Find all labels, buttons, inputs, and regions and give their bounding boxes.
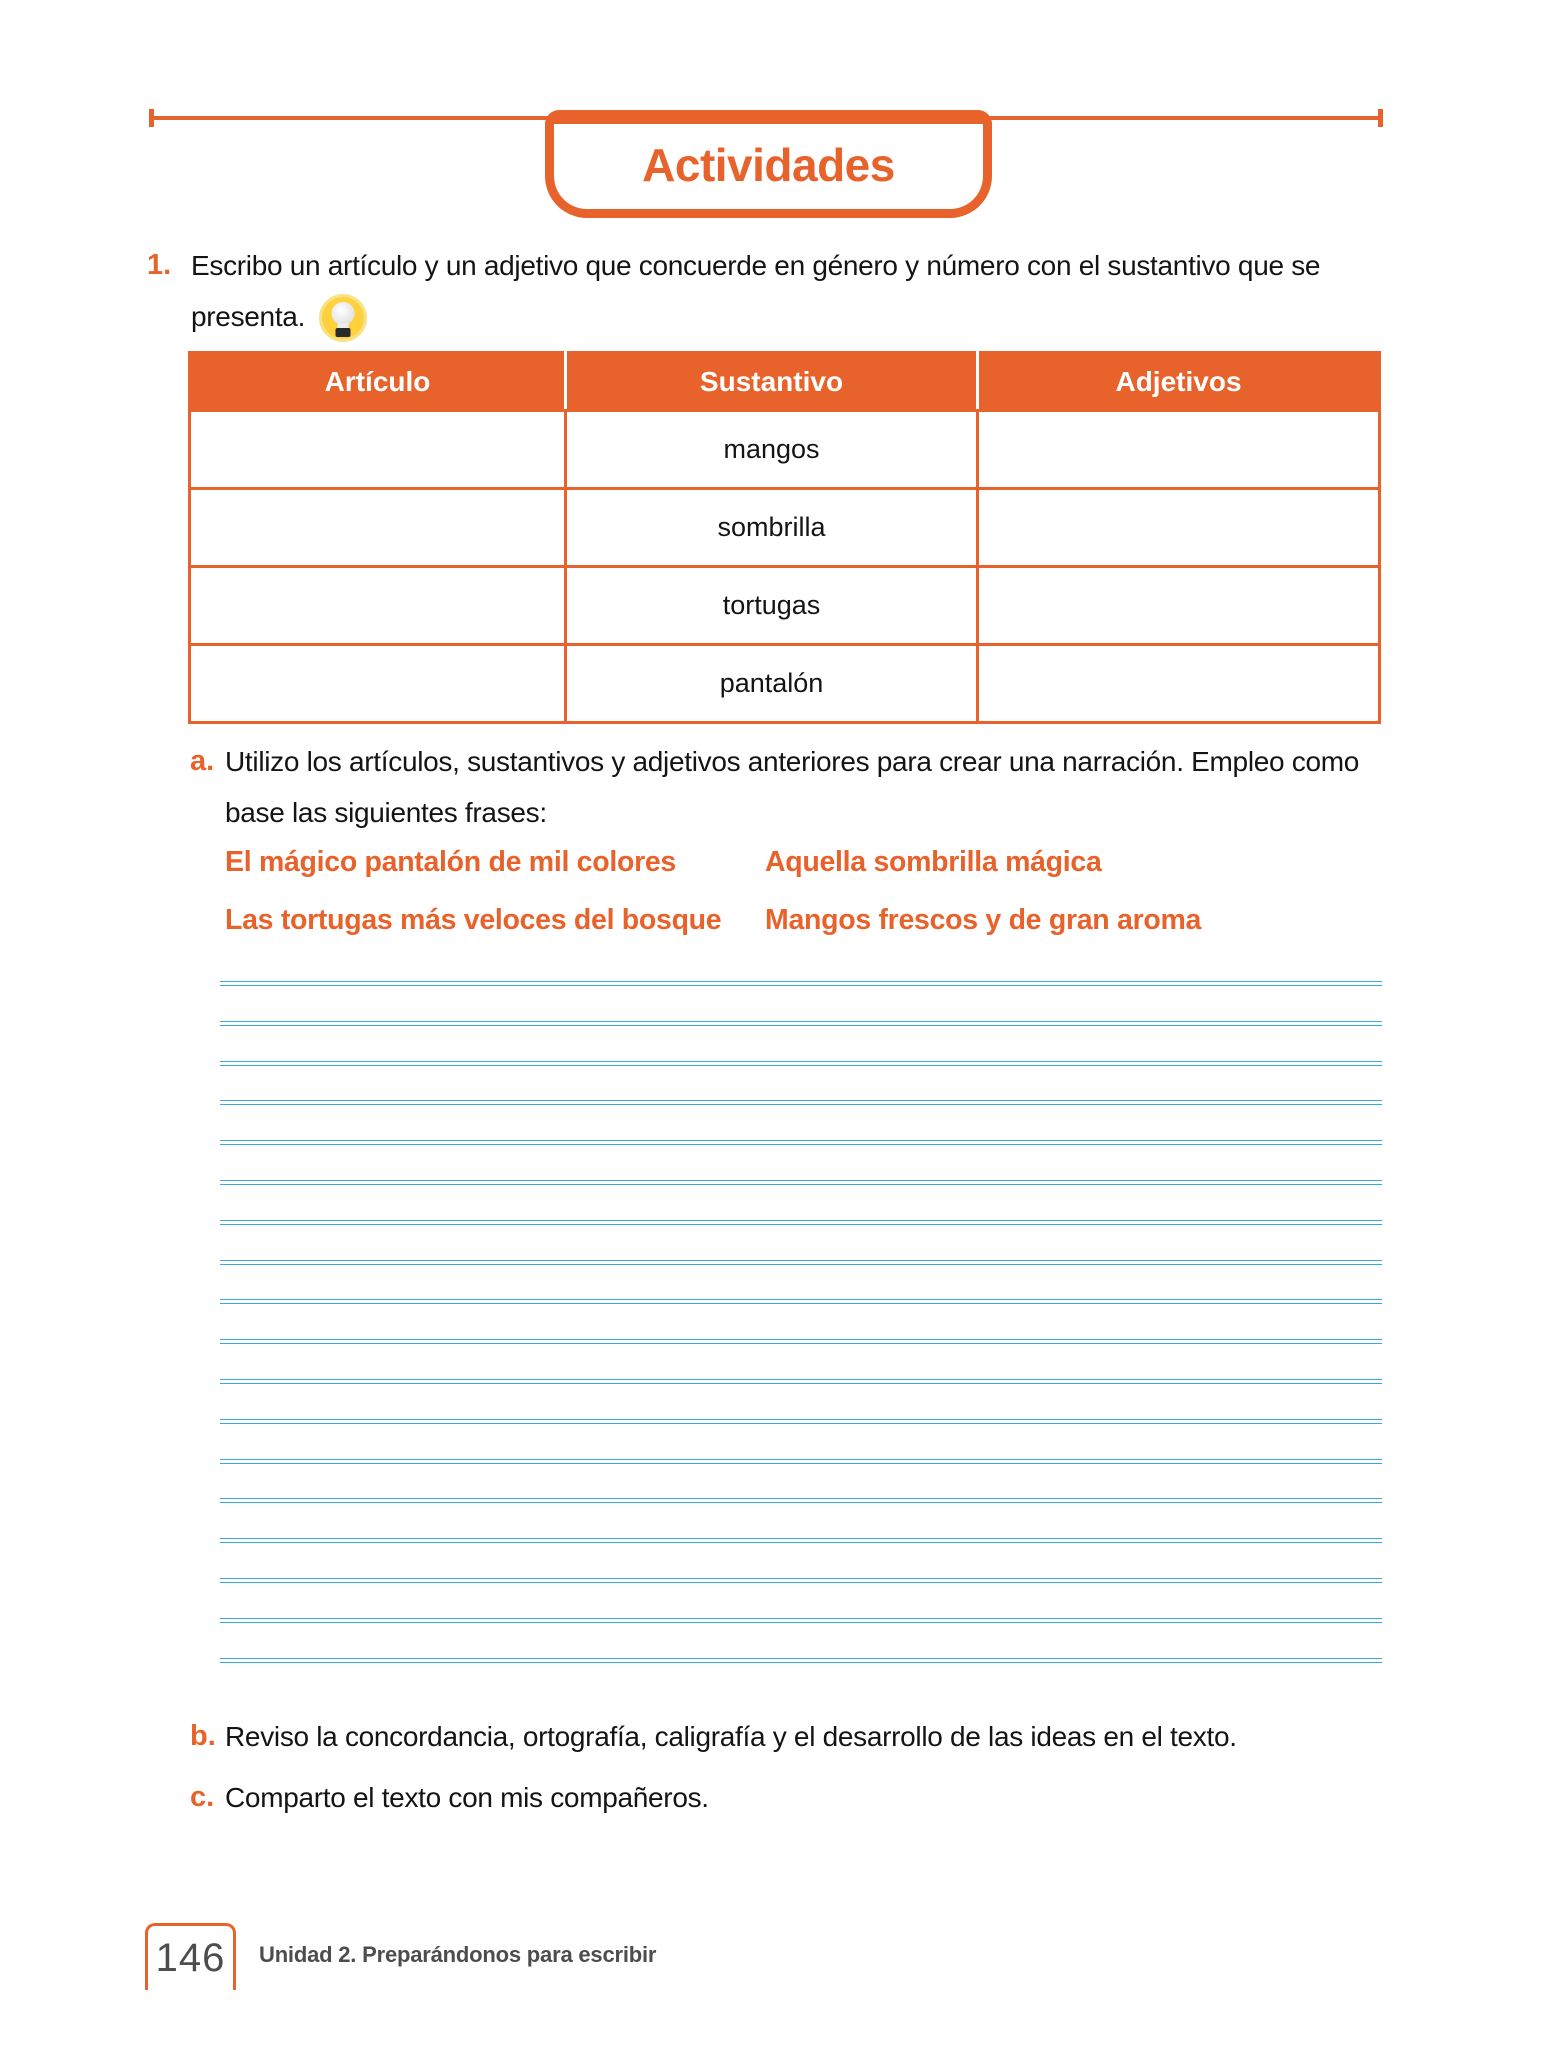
writing-line [220, 1260, 1382, 1265]
table-header-articulo: Artículo [190, 353, 566, 411]
table-cell-articulo [190, 567, 566, 645]
writing-line [220, 1061, 1382, 1066]
table-cell-adjetivos [978, 645, 1380, 723]
item-a-line-1: Utilizo los artículos, sustantivos y adjetivos anteriores para crear una narración. Empleo como [225, 746, 1360, 777]
item-a-line-2: base las siguientes frases: [225, 797, 547, 828]
table-cell-articulo [190, 411, 566, 489]
writing-line [220, 1459, 1382, 1464]
item-a-text [225, 736, 1400, 838]
table-row [190, 567, 1380, 645]
page-number: 146 [155, 1935, 226, 1980]
lightbulb-icon [319, 294, 367, 342]
writing-line [220, 1299, 1382, 1304]
activity-instruction [191, 240, 1401, 342]
table-row [190, 489, 1380, 567]
item-b-marker: b. [190, 1720, 216, 1752]
item-a-marker: a. [190, 745, 215, 777]
writing-line [220, 1180, 1382, 1185]
table-cell-adjetivos [978, 489, 1380, 567]
activities-banner [545, 110, 992, 218]
table-cell-articulo [190, 645, 566, 723]
nouns-table-body [190, 411, 1380, 723]
instruction-line-2: presenta. [191, 301, 306, 332]
writing-line [220, 1578, 1382, 1583]
writing-line [220, 981, 1382, 986]
nouns-table [188, 351, 1381, 724]
instruction-line-1: Escribo un artículo y un adjetivo que concuerde en género y número con el sustantivo que se [191, 250, 1321, 281]
item-c-text: Comparto el texto con mis compañeros. [225, 1782, 709, 1813]
writing-line [220, 1140, 1382, 1145]
writing-line [220, 1021, 1382, 1026]
writing-line [220, 1618, 1382, 1623]
activity-number: 1. [147, 249, 172, 281]
table-cell-adjetivos [978, 567, 1380, 645]
item-c-marker: c. [190, 1781, 215, 1813]
phrase-mangos: Mangos frescos y de gran aroma [765, 904, 1202, 936]
lightbulb-base [336, 328, 351, 337]
footer-section-label: Unidad 2. Preparándonos para escribir [259, 1942, 657, 1967]
table-header-sustantivo: Sustantivo [566, 353, 978, 411]
phrase-tortugas: Las tortugas más veloces del bosque [225, 904, 722, 936]
writing-area [220, 981, 1382, 1663]
table-cell-sustantivo: tortugas [566, 567, 978, 645]
writing-line [220, 1538, 1382, 1543]
table-cell-sustantivo: pantalón [566, 645, 978, 723]
writing-line [220, 1658, 1382, 1663]
lightbulb-glass [332, 302, 355, 325]
writing-line [220, 1339, 1382, 1344]
table-cell-sustantivo: mangos [566, 411, 978, 489]
table-row [190, 645, 1380, 723]
table-cell-articulo [190, 489, 566, 567]
phrase-sombrilla: Aquella sombrilla mágica [765, 846, 1102, 878]
table-header-adjetivos: Adjetivos [978, 353, 1380, 411]
table-header-row [190, 353, 1380, 411]
writing-line [220, 1419, 1382, 1424]
writing-line [220, 1498, 1382, 1503]
phrase-pantalon: El mágico pantalón de mil colores [225, 846, 676, 878]
writing-line [220, 1220, 1382, 1225]
page-number-box [145, 1923, 236, 1990]
table-cell-adjetivos [978, 411, 1380, 489]
writing-line [220, 1379, 1382, 1384]
table-row [190, 411, 1380, 489]
base-phrases [225, 833, 1382, 949]
item-b-text: Reviso la concordancia, ortografía, caligrafía y el desarrollo de las ideas en el texto. [225, 1721, 1237, 1752]
table-cell-sustantivo: sombrilla [566, 489, 978, 567]
page-title: Actividades [642, 138, 895, 191]
writing-line [220, 1100, 1382, 1105]
